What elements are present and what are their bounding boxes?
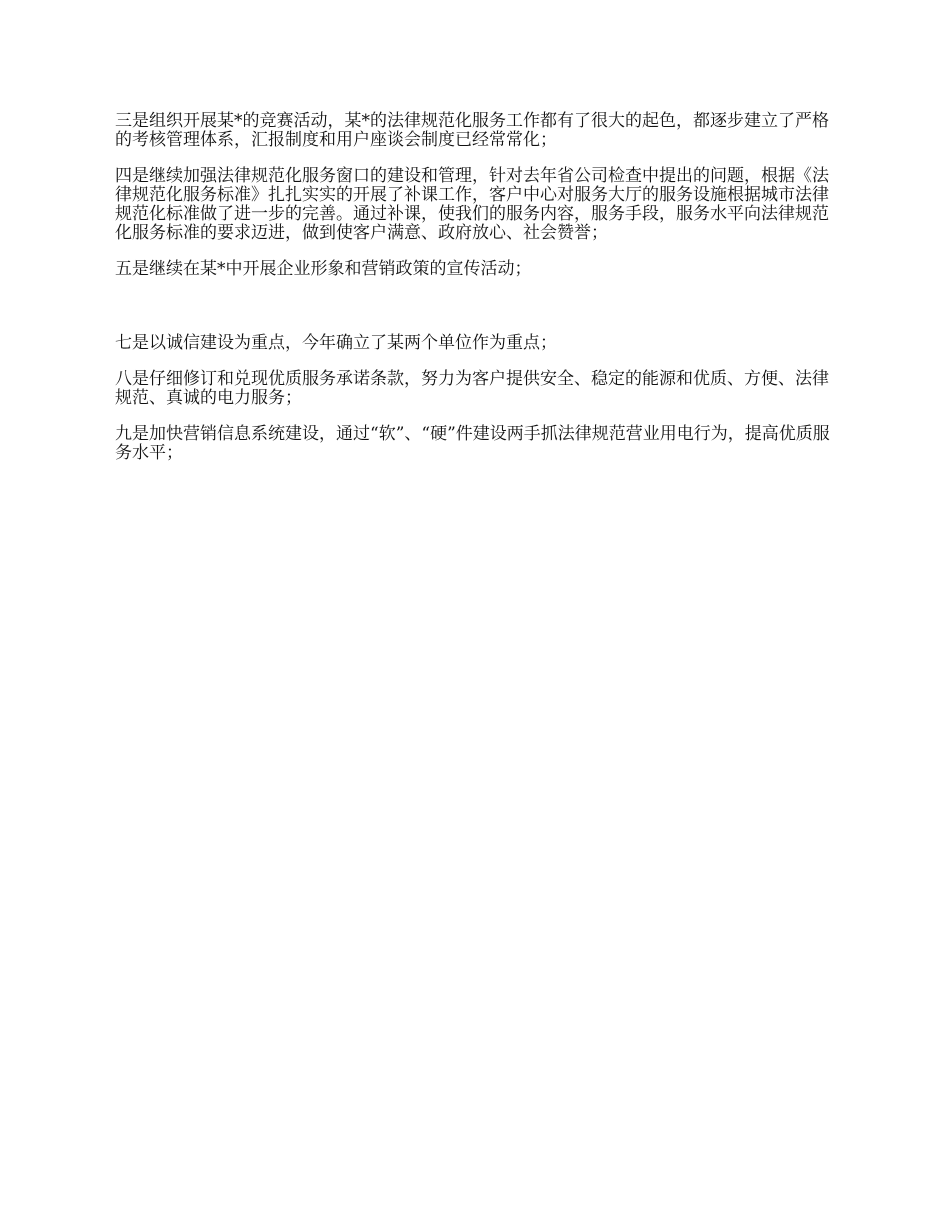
document-body	[115, 112, 840, 480]
blank-gap	[115, 296, 840, 334]
paragraph-7: 七是以诚信建设为重点，今年确立了某两个单位作为重点；	[115, 333, 557, 353]
paragraph-8: 八是仔细修订和兑现优质服务承诺条款，努力为客户提供安全、稳定的能源和优质、方便、法律规范、真诚的电力服务；	[115, 369, 829, 408]
paragraph-3: 三是组织开展某*的竞赛活动，某*的法律规范化服务工作都有了很大的起色，都逐步建立了严格的考核管理体系，汇报制度和用户座谈会制度已经常常化；	[115, 111, 829, 150]
paragraph-5: 五是继续在某*中开展企业形象和营销政策的宣传活动；	[115, 259, 532, 279]
paragraph-4: 四是继续加强法律规范化服务窗口的建设和管理，针对去年省公司检查中提出的问题，根据《法律规范化服务标准》扎扎实实的开展了补课工作，客户中心对服务大厅的服务设施根据城市法律规范化标准做了进一步的完善。通过补课，使我们的服务内容，服务手段，服务水平向法律规范化服务标准的要求迈进，做到使客户满意、政府放心、社会赞誉；	[115, 166, 829, 243]
paragraph-9: 九是加快营销信息系统建设，通过“软”、“硬”件建设两手抓法律规范营业用电行为，提高优质服务水平；	[115, 424, 830, 463]
